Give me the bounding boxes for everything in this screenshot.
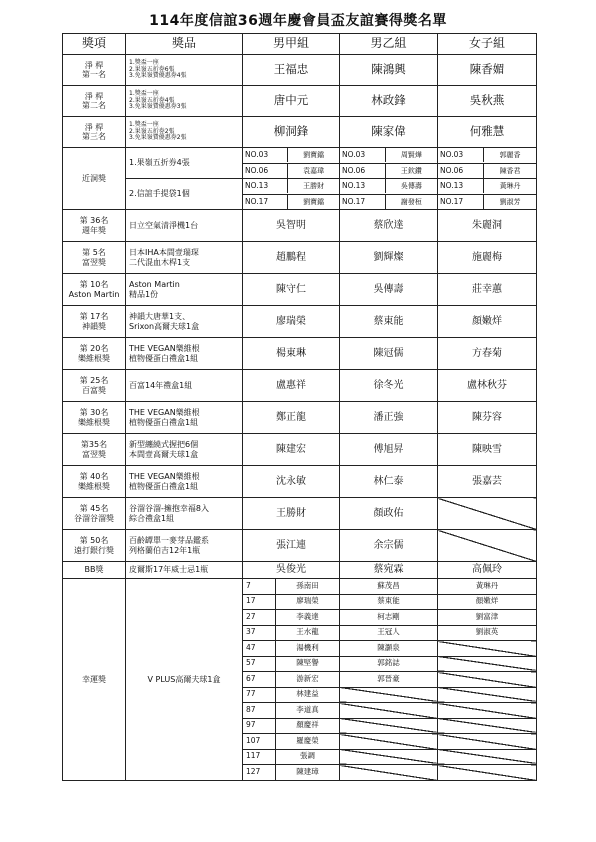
prize-line: 精品1份 (129, 289, 159, 299)
award-label: 第 50名 (79, 536, 109, 546)
winner-men-b: 林政鋒 (340, 86, 438, 117)
prize-line: 3.免果嶺費優惠券2張 (129, 134, 187, 142)
award-cell (63, 434, 126, 466)
award-table-body (63, 55, 537, 781)
winner-men-a: 楊東琳 (243, 338, 340, 370)
hole-number: NO.13 (243, 179, 288, 193)
winner-women: 顏嫩烊 (438, 306, 537, 338)
winner-men-a: 趙鵬程 (243, 242, 340, 274)
table-row (63, 402, 537, 434)
lucky-winner-men-b: 柯志剛 (340, 610, 438, 626)
winner-men-b: 陳冠儒 (340, 338, 438, 370)
empty-slash-cell (438, 703, 537, 719)
lucky-number: 37 (243, 625, 276, 641)
lucky-winner-men-a: 廖瑞榮 (276, 594, 340, 610)
lucky-number: 127 (243, 765, 276, 781)
prize-line: THE VEGAN樂維根 (129, 408, 200, 418)
table-row (63, 86, 537, 117)
winner-women: 方春菊 (438, 338, 537, 370)
header-women: 女子組 (438, 34, 537, 55)
winner-women: 陳香媚 (438, 55, 537, 86)
prize-line: THE VEGAN樂維根 (129, 472, 200, 482)
lucky-number: 117 (243, 749, 276, 765)
hole-number-men-b (340, 179, 438, 195)
near-pin-winner: 黃琳丹 (499, 182, 521, 191)
empty-slash-cell (340, 718, 438, 734)
prize-cell (126, 338, 243, 370)
prize-line: 神韻大唐華1支、 (129, 312, 191, 322)
winner-men-a: 王勝財 (243, 498, 340, 530)
prize-cell (126, 210, 243, 242)
award-label: 樂維根獎 (78, 481, 110, 491)
prize-cell (126, 434, 243, 466)
winner-men-b: 吳傳壽 (340, 274, 438, 306)
near-pin-winner: 周賢燁 (400, 151, 422, 160)
hole-number: NO.06 (243, 164, 288, 178)
award-cell (63, 402, 126, 434)
prize-cell: 1.果嶺五折券4張 (126, 148, 243, 179)
award-label: 第 10名 (79, 280, 109, 290)
table-row (63, 466, 537, 498)
prize-cell (126, 370, 243, 402)
award-cell (63, 466, 126, 498)
table-row (63, 179, 537, 195)
prize-line: 百富14年禮盒1組 (129, 380, 193, 390)
table-row (63, 370, 537, 402)
prize-cell (126, 86, 243, 117)
table-row (63, 434, 537, 466)
winner-men-b: 余宗儒 (340, 530, 438, 562)
winner-women: 高佩玲 (438, 562, 537, 579)
near-pin-winner: 吳傳壽 (400, 182, 422, 191)
winner-men-b: 潘正強 (340, 402, 438, 434)
hole-number: NO.17 (438, 195, 484, 209)
winner-men-a: 廖瑞榮 (243, 306, 340, 338)
lucky-winner-men-a: 張調 (276, 749, 340, 765)
table-row (63, 210, 537, 242)
lucky-winner-men-b: 王冠人 (340, 625, 438, 641)
empty-slash-cell (438, 734, 537, 750)
award-label: 第 17名 (79, 312, 109, 322)
award-label: 遠打銀行獎 (74, 545, 114, 555)
lucky-number: 57 (243, 656, 276, 672)
winner-women: 陳映雪 (438, 434, 537, 466)
award-label: 第 20名 (79, 344, 109, 354)
lucky-winner-men-b: 郭銘誌 (340, 656, 438, 672)
award-cell (63, 370, 126, 402)
winner-men-b: 蔡宛霖 (340, 562, 438, 579)
prize-line: 列格蘭伯吉12年1瓶 (129, 545, 201, 555)
prize-cell (126, 402, 243, 434)
near-pin-winner: 王勝財 (303, 182, 325, 191)
hole-number: NO.13 (340, 179, 386, 193)
empty-slash-cell (340, 703, 438, 719)
prize-line: 本間壹高爾夫球1盒 (129, 449, 199, 459)
award-label: 第一名 (82, 70, 106, 79)
lucky-winner-women: 顏嫩烊 (438, 594, 537, 610)
award-label: 樂維根獎 (78, 353, 110, 363)
winner-men-b: 蔡東能 (340, 306, 438, 338)
table-row (63, 55, 537, 86)
award-table (62, 33, 537, 781)
lucky-number: 17 (243, 594, 276, 610)
header-prize: 獎品 (126, 34, 243, 55)
award-label: 第二名 (82, 101, 106, 110)
page-title: 114年度信誼36週年慶會員盃友誼賽得獎名單 (149, 13, 447, 29)
hole-number-men-a (243, 163, 340, 179)
winner-men-b: 顏政佑 (340, 498, 438, 530)
table-row (63, 530, 537, 562)
winner-women: 陳芬容 (438, 402, 537, 434)
hole-number-women (438, 163, 537, 179)
table-row (63, 117, 537, 148)
award-cell: 近洞獎 (63, 148, 126, 210)
prize-line: 日立空氣清淨機1台 (129, 220, 199, 230)
lucky-winner-men-a: 陳建璋 (276, 765, 340, 781)
award-label: 週年獎 (82, 225, 106, 235)
winner-men-a: 陳守仁 (243, 274, 340, 306)
empty-slash-cell (438, 749, 537, 765)
lucky-winner-men-a: 王水龍 (276, 625, 340, 641)
lucky-winner-men-a: 李義達 (276, 610, 340, 626)
table-row (63, 274, 537, 306)
table-row (63, 242, 537, 274)
hole-number-women (438, 148, 537, 164)
winner-men-a: 沈永敏 (243, 466, 340, 498)
prize-cell (126, 530, 243, 562)
prize-line: 3.免果嶺費優惠券3張 (129, 103, 187, 111)
prize-line: 植物優蛋白禮盒1組 (129, 353, 199, 363)
prize-line: 2.果嶺五折券6張 (129, 65, 175, 73)
award-label: 第 45名 (79, 504, 109, 514)
award-label: 第 40名 (79, 472, 109, 482)
table-row (63, 498, 537, 530)
near-pin-winner: 劉淑芳 (499, 197, 521, 206)
award-label: 神韻獎 (82, 321, 106, 331)
hole-number: NO.17 (340, 195, 386, 209)
winner-men-b: 陳鴻興 (340, 55, 438, 86)
empty-slash-cell (340, 765, 438, 781)
empty-slash-cell (438, 718, 537, 734)
winner-men-b: 傅旭昇 (340, 434, 438, 466)
award-cell (63, 86, 126, 117)
table-row (63, 579, 537, 595)
award-cell: 幸運獎 (63, 579, 126, 781)
empty-slash-cell (340, 734, 438, 750)
empty-slash-cell (438, 498, 537, 530)
lucky-winner-men-b: 蘇茂昌 (340, 579, 438, 595)
empty-slash-cell (438, 687, 537, 703)
award-label: 富翌獎 (82, 449, 106, 459)
award-label: 第 25名 (79, 376, 109, 386)
empty-slash-cell (340, 687, 438, 703)
winner-men-a: 盧惠祥 (243, 370, 340, 402)
award-cell (63, 274, 126, 306)
lucky-number: 87 (243, 703, 276, 719)
award-label: 富翌獎 (82, 257, 106, 267)
award-label: 淨 桿 (84, 122, 104, 132)
near-pin-winner: 王欽鑽 (400, 166, 422, 175)
award-cell: BB獎 (63, 562, 126, 579)
winner-men-b: 陳家偉 (340, 117, 438, 148)
award-label: 第 30名 (79, 408, 109, 418)
winner-women: 盧林秋芬 (438, 370, 537, 402)
hole-number-men-b (340, 163, 438, 179)
empty-slash-cell (438, 656, 537, 672)
lucky-number: 97 (243, 718, 276, 734)
hole-number-men-a (243, 194, 340, 210)
hole-number: NO.17 (243, 195, 288, 209)
hole-number: NO.06 (438, 164, 484, 178)
winner-men-b: 林仁泰 (340, 466, 438, 498)
hole-number-men-b (340, 194, 438, 210)
winner-women: 施麗梅 (438, 242, 537, 274)
prize-line: 1.獎盃一座 (129, 58, 159, 66)
lucky-winner-men-b: 蔡東能 (340, 594, 438, 610)
winner-men-a: 陳建宏 (243, 434, 340, 466)
winner-men-a: 唐中元 (243, 86, 340, 117)
header-award: 獎項 (63, 34, 126, 55)
prize-line: 2.果嶺五折券4張 (129, 96, 175, 104)
empty-slash-cell (438, 641, 537, 657)
hole-number: NO.03 (243, 148, 288, 162)
prize-cell (126, 466, 243, 498)
award-cell (63, 306, 126, 338)
winner-women: 張嘉芸 (438, 466, 537, 498)
prize-line: 日本IHA本間壹瑞琛 (129, 248, 199, 258)
near-pin-winner: 謝發桓 (400, 197, 422, 206)
lucky-winner-men-a: 顏慶祥 (276, 718, 340, 734)
hole-number-women (438, 194, 537, 210)
prize-line: 1.獎盃一座 (129, 89, 159, 97)
hole-number: NO.13 (438, 179, 484, 193)
winner-men-a: 吳俊光 (243, 562, 340, 579)
prize-line: 綜合禮盒1組 (129, 513, 175, 523)
award-label: 淨 桿 (84, 60, 104, 70)
prize-line: 植物優蛋白禮盒1組 (129, 417, 199, 427)
award-cell (63, 498, 126, 530)
lucky-winner-men-b: 郭晉豪 (340, 672, 438, 688)
award-cell (63, 55, 126, 86)
header-men-a: 男甲組 (243, 34, 340, 55)
prize-cell (126, 55, 243, 86)
winner-men-a: 柳洞鋒 (243, 117, 340, 148)
winner-men-b: 徐冬光 (340, 370, 438, 402)
hole-number: NO.03 (340, 148, 386, 162)
near-pin-winner: 劉寶鐺 (303, 151, 325, 160)
lucky-number: 77 (243, 687, 276, 703)
winner-men-a: 張江連 (243, 530, 340, 562)
award-label: 第35名 (80, 440, 108, 450)
hole-number-men-a (243, 148, 340, 164)
lucky-number: 47 (243, 641, 276, 657)
lucky-winner-men-a: 陳堅譽 (276, 656, 340, 672)
table-row (63, 562, 537, 579)
near-pin-winner: 郭麗香 (499, 151, 521, 160)
lucky-winner-men-b: 陳灝泉 (340, 641, 438, 657)
lucky-winner-men-a: 湯機利 (276, 641, 340, 657)
lucky-winner-women: 劉富津 (438, 610, 537, 626)
lucky-winner-women: 劉淑英 (438, 625, 537, 641)
prize-cell: 2.信誼手提袋1個 (126, 179, 243, 210)
table-row (63, 338, 537, 370)
table-row (63, 306, 537, 338)
near-pin-winner: 劉寶鐺 (303, 197, 325, 206)
lucky-winner-men-a: 游新宏 (276, 672, 340, 688)
award-label: 淨 桿 (84, 91, 104, 101)
prize-line: 2.果嶺五折券2張 (129, 127, 175, 135)
winner-men-b: 劉輝燦 (340, 242, 438, 274)
prize-cell: 皮爾斯17年威士忌1瓶 (126, 562, 243, 579)
winner-men-a: 王福忠 (243, 55, 340, 86)
lucky-winner-men-a: 李道真 (276, 703, 340, 719)
hole-number: NO.06 (340, 164, 386, 178)
award-label: 第 5名 (82, 248, 106, 258)
award-label: 第 36名 (79, 216, 109, 226)
winner-men-b: 蔡欣達 (340, 210, 438, 242)
lucky-winner-men-a: 羅慶榮 (276, 734, 340, 750)
prize-cell (126, 242, 243, 274)
prize-cell (126, 274, 243, 306)
award-label: 樂維根獎 (78, 417, 110, 427)
award-cell (63, 338, 126, 370)
award-cell (63, 530, 126, 562)
winner-women: 吳秋燕 (438, 86, 537, 117)
hole-number: NO.03 (438, 148, 484, 162)
empty-slash-cell (438, 672, 537, 688)
hole-number-men-a (243, 179, 340, 195)
header-men-b: 男乙組 (340, 34, 438, 55)
winner-women: 何雅慧 (438, 117, 537, 148)
hole-number-men-b (340, 148, 438, 164)
empty-slash-cell (438, 765, 537, 781)
lucky-winner-men-a: 孫南田 (276, 579, 340, 595)
prize-cell (126, 117, 243, 148)
winner-women: 朱麗洞 (438, 210, 537, 242)
prize-line: 二代混血木桿1支 (129, 257, 191, 267)
winner-men-a: 鄭正龍 (243, 402, 340, 434)
prize-cell: V PLUS高爾夫球1盒 (126, 579, 243, 781)
empty-slash-cell (340, 749, 438, 765)
award-cell (63, 242, 126, 274)
lucky-number: 67 (243, 672, 276, 688)
empty-slash-cell (438, 530, 537, 562)
winner-women: 莊幸蕙 (438, 274, 537, 306)
table-row (63, 148, 537, 164)
prize-line: 1.獎盃一座 (129, 120, 159, 128)
award-label: 百富獎 (82, 385, 106, 395)
prize-line: Srixon高爾夫球1盒 (129, 321, 200, 331)
prize-line: THE VEGAN樂維根 (129, 344, 200, 354)
prize-line: Aston Martin (129, 280, 180, 290)
winner-men-a: 吳智明 (243, 210, 340, 242)
award-label: Aston Martin (68, 289, 120, 299)
near-pin-winner: 袁嘉瑋 (303, 166, 325, 175)
prize-line: 3.免果嶺費優惠券4張 (129, 72, 187, 80)
lucky-winner-women: 黃琳丹 (438, 579, 537, 595)
prize-line: 百齡罈單一麥芽品鑑系 (129, 536, 209, 546)
prize-line: 谷溜谷溜-擁抱幸福8入 (129, 504, 209, 514)
lucky-number: 7 (243, 579, 276, 595)
lucky-number: 27 (243, 610, 276, 626)
prize-cell (126, 306, 243, 338)
header-row (63, 34, 537, 55)
award-cell (63, 210, 126, 242)
award-cell (63, 117, 126, 148)
lucky-number: 107 (243, 734, 276, 750)
near-pin-winner: 陳香君 (499, 166, 521, 175)
award-label: 谷溜谷溜獎 (74, 513, 114, 523)
hole-number-women (438, 179, 537, 195)
prize-cell (126, 498, 243, 530)
lucky-winner-men-a: 林建益 (276, 687, 340, 703)
prize-line: 新型纏繞式握把6個 (129, 440, 199, 450)
award-label: 第三名 (82, 132, 106, 141)
prize-line: 植物優蛋白禮盒1組 (129, 481, 199, 491)
